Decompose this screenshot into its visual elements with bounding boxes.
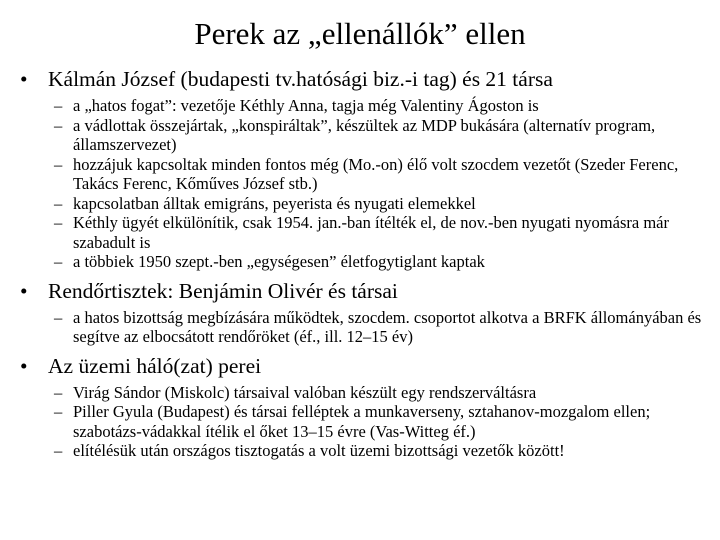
sub-item-text: hozzájuk kapcsoltak minden fontos még (Mo.-on) élő volt szocdem vezetőt (Szeder Ferenc, Takács Ferenc, Kőműves József stb.) [73, 154, 679, 193]
sub-item-text: kapcsolatban álltak emigráns, peyerista és nyugati elemekkel [73, 193, 476, 213]
sub-marker: – [54, 402, 63, 421]
sub-item-text: a „hatos fogat”: vezetője Kéthly Anna, tagja még Valentiny Ágoston is [73, 96, 539, 115]
sub-marker: – [54, 154, 63, 174]
sub-marker: – [54, 441, 63, 460]
sub-list [14, 383, 710, 461]
sub-list [14, 96, 710, 272]
bullet-heading: Rendőrtisztek: Benjámin Olivér és társai [48, 278, 398, 303]
sub-item [14, 155, 710, 194]
sub-item [14, 96, 710, 116]
bullet-item [14, 278, 710, 304]
bullet-heading: Kálmán József (budapesti tv.hatósági biz.-i tag) és 21 társa [48, 67, 553, 91]
sub-marker: – [54, 115, 63, 135]
bullet-marker: • [20, 278, 28, 303]
sub-item-text: elítélésük után országos tisztogatás a volt üzemi bizottsági vezetők között! [73, 441, 565, 460]
sub-item [14, 402, 710, 441]
sub-item [14, 213, 710, 252]
slide-content [14, 60, 710, 461]
bullet-marker: • [20, 353, 28, 378]
sub-item [14, 441, 710, 461]
bullet-item [14, 353, 710, 379]
sub-marker: – [54, 193, 63, 213]
bullet-heading: Az üzemi háló(zat) perei [48, 353, 262, 378]
sub-item [14, 308, 710, 347]
sub-item-text: Virág Sándor (Miskolc) társaival valóban készült egy rendszerváltásra [73, 382, 537, 402]
sub-item [14, 383, 710, 403]
sub-item-text: a hatos bizottság megbízására működtek, szocdem. csoportot alkotva a BRFK állományában és segítve az elbocsátott rendőröket (éf., ill. 12–15 év) [73, 307, 702, 346]
sub-item [14, 194, 710, 214]
sub-item-text: Piller Gyula (Budapest) és társai felléptek a munkaverseny, sztahanov-mozgalom ellen; szabotázs-vádakkal ítélik el őket 13–15 évre (Vas-Witteg éf.) [73, 402, 651, 441]
sub-marker: – [54, 382, 63, 402]
bullet-item [14, 66, 710, 92]
sub-item [14, 116, 710, 155]
sub-marker: – [54, 96, 63, 115]
sub-list [14, 308, 710, 347]
sub-item-text: a többiek 1950 szept.-ben „egységesen” életfogytiglant kaptak [73, 252, 485, 271]
sub-marker: – [54, 213, 63, 232]
bullet-marker: • [20, 67, 28, 91]
sub-marker: – [54, 307, 63, 327]
slide-title: Perek az „ellenállók” ellen [194, 16, 526, 51]
sub-item [14, 252, 710, 272]
sub-marker: – [54, 252, 63, 271]
sub-item-text: Kéthly ügyét elkülönítik, csak 1954. jan.-ban ítélték el, de nov.-ben nyugati nyomásra már szabadult is [73, 213, 669, 252]
sub-item-text: a vádlottak összejártak, „konspiráltak”, készültek az MDP bukására (alternatív program, államszervezet) [73, 115, 656, 154]
